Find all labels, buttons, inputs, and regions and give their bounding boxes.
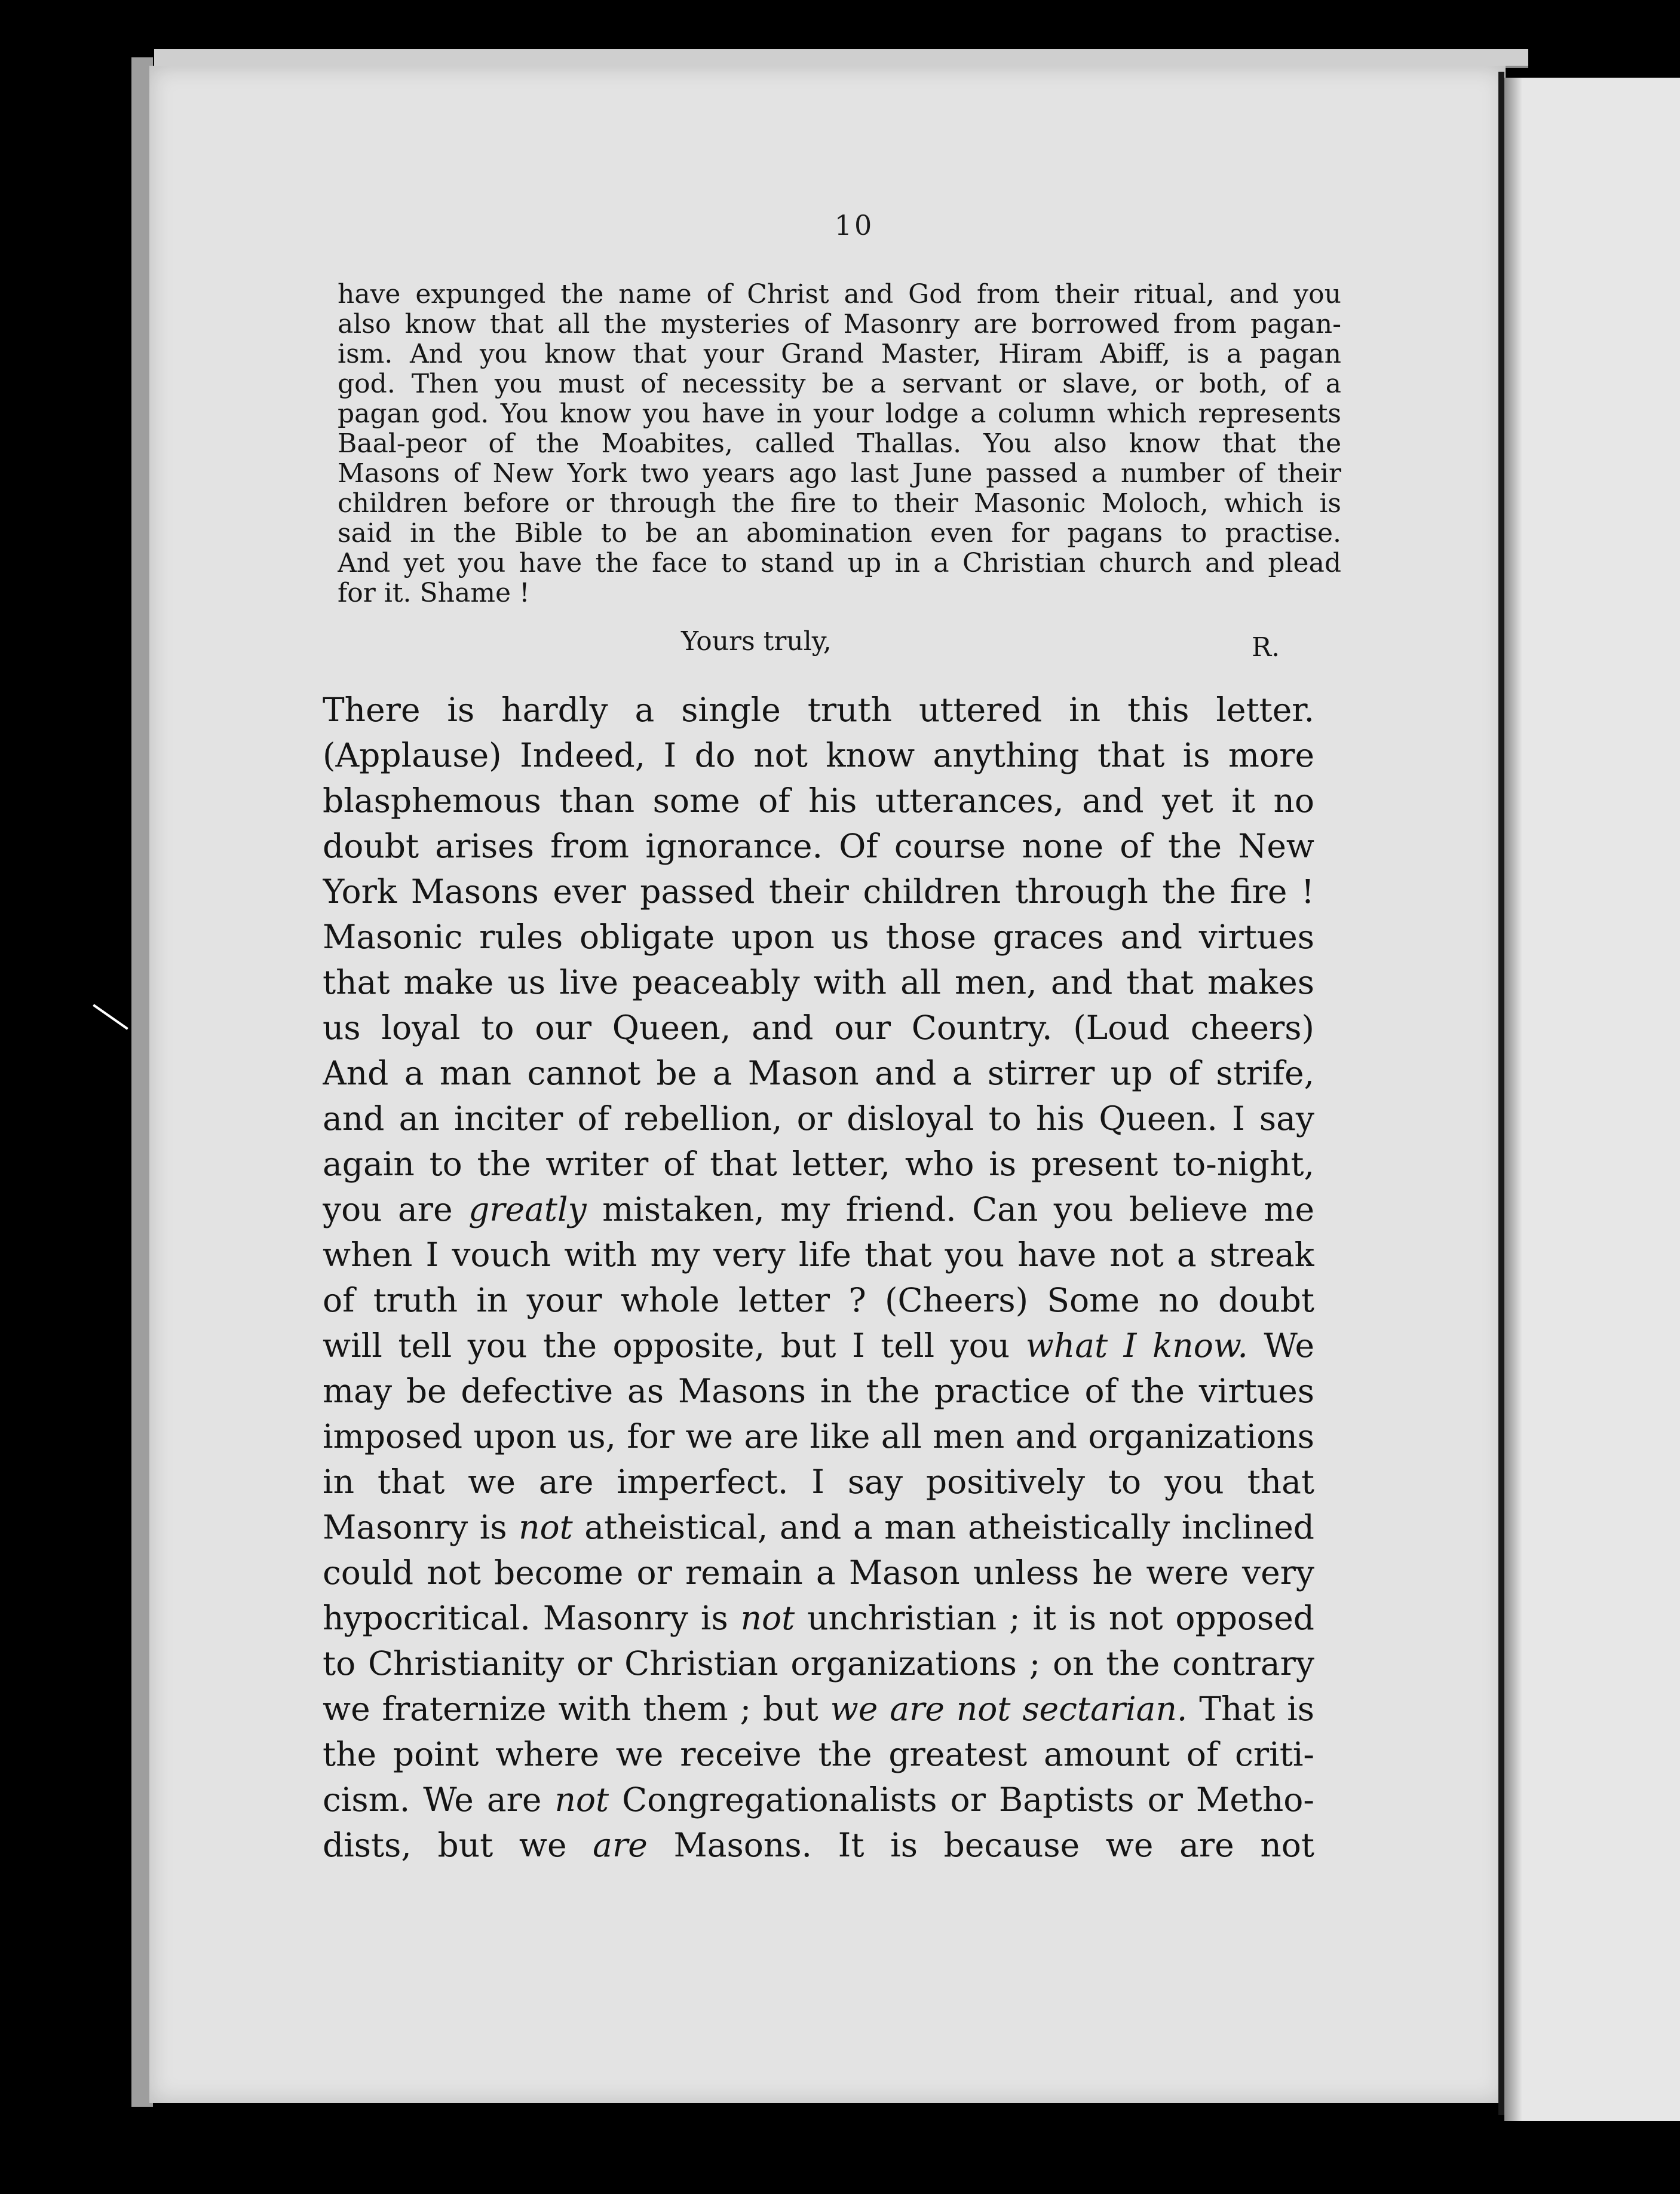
body-line-text: to Christianity or Christian organizations ; on the contrary (323, 1644, 1314, 1683)
letter-line: god. Then you must of necessity be a servant or slave, or both, of a (338, 369, 1341, 399)
book-spine (1498, 72, 1504, 2115)
body-line (323, 1277, 1314, 1323)
letter-signature: R. (1252, 632, 1280, 663)
body-line-text: cism. We are (323, 1781, 555, 1819)
letter-line: have expunged the name of Christ and God from their ritual, and you (338, 280, 1341, 310)
emphasized-text: not (554, 1781, 609, 1819)
body-line-text: And a man cannot be a Mason and a stirrer up of strife, (323, 1054, 1314, 1092)
body-line (323, 733, 1314, 778)
letter-line: children before or through the fire to their Masonic Moloch, which is (338, 489, 1341, 519)
body-line (323, 1414, 1314, 1459)
body-line-text: hypocritical. Masonry is (323, 1599, 741, 1637)
body-line (323, 1141, 1314, 1187)
letter-line: Masons of New York two years ago last June passed a number of their (338, 459, 1341, 489)
emphasized-text: greatly (468, 1190, 587, 1228)
body-line-text: unchristian ; it is not opposed (795, 1599, 1314, 1637)
body-line (323, 1323, 1314, 1368)
body-line-text: We (1247, 1326, 1314, 1365)
letter-line: also know that all the mysteries of Masonry are borrowed from pagan- (338, 310, 1341, 339)
letter-line: Baal-peor of the Moabites, called Thallas. You also know that the (338, 429, 1341, 459)
body-line (323, 1232, 1314, 1277)
body-line (323, 1550, 1314, 1595)
letter-line: And yet you have the face to stand up in a Christian church and plead (338, 548, 1341, 578)
body-line-text: could not become or remain a Mason unless he were very (323, 1553, 1314, 1592)
body-line-text: That is (1187, 1690, 1314, 1728)
body-line (323, 1777, 1314, 1822)
body-line-text: atheistical, and a man atheistically inclined (572, 1508, 1314, 1546)
letter-line: said in the Bible to be an abomination even for pagans to practise. (338, 519, 1341, 548)
body-line (323, 1459, 1314, 1504)
body-line-text: mistaken, my friend. Can you believe me (586, 1190, 1314, 1228)
body-line-text: dists, but we (323, 1826, 593, 1864)
margin-mark (93, 1004, 128, 1029)
body-line-text: the point where we receive the greatest amount of criti- (323, 1735, 1314, 1773)
body-line-text: Masonry is (323, 1508, 519, 1546)
body-line-text: us loyal to our Queen, and our Country. (Loud cheers) (323, 1009, 1314, 1047)
body-line-text: (Applause) Indeed, I do not know anything that is more (323, 736, 1314, 774)
body-line (323, 778, 1314, 823)
body-line (323, 1732, 1314, 1777)
body-line-text: again to the writer of that letter, who is present to-night, (323, 1145, 1314, 1183)
body-line-text: we fraternize with them ; but (323, 1690, 830, 1728)
gutter-shadow (1504, 78, 1522, 2121)
letter-line: for it. Shame ! (338, 578, 530, 608)
body-line (323, 687, 1314, 733)
body-line-text: you are (323, 1190, 469, 1228)
body-line-text: when I vouch with my very life that you have not a streak (323, 1236, 1314, 1274)
body-text (323, 687, 1314, 1868)
body-line (323, 1686, 1314, 1732)
body-line-text: of truth in your whole letter ? (Cheers) Some no doubt (323, 1281, 1314, 1319)
body-line (323, 1005, 1314, 1050)
body-line (323, 1050, 1314, 1096)
body-line-text: Masons. It is because we are not (647, 1826, 1314, 1864)
body-line (323, 1096, 1314, 1141)
body-line (323, 1368, 1314, 1414)
body-line (323, 869, 1314, 914)
body-line-text: There is hardly a single truth uttered in this letter. (323, 691, 1314, 729)
emphasized-text: not (519, 1508, 573, 1546)
emphasized-text: not (740, 1599, 795, 1637)
body-line-text: York Masons ever passed their children through the fire ! (323, 872, 1314, 911)
emphasized-text: are (593, 1826, 648, 1864)
letter-line: pagan god. You know you have in your lodge a column which represents (338, 399, 1341, 429)
body-line-text: doubt arises from ignorance. Of course none of the New (323, 827, 1314, 865)
body-line-text: and an inciter of rebellion, or disloyal to his Queen. I say (323, 1099, 1314, 1138)
facing-page (1510, 78, 1680, 2121)
letter-line: ism. And you know that your Grand Master, Hiram Abiff, is a pagan (338, 339, 1341, 369)
body-line-text: Congregationalists or Baptists or Metho- (609, 1781, 1314, 1819)
body-line-text: Masonic rules obligate upon us those graces and virtues (323, 918, 1314, 956)
body-line-text: imposed upon us, for we are like all men and organizations (323, 1417, 1314, 1455)
body-line-text: will tell you the opposite, but I tell you (323, 1326, 1026, 1365)
page-number: 10 (834, 209, 875, 241)
quoted-letter (338, 280, 1341, 608)
body-line-text: blasphemous than some of his utterances, and yet it no (323, 782, 1314, 820)
emphasized-text: what I know. (1025, 1326, 1248, 1365)
body-line (323, 1641, 1314, 1686)
body-line (323, 823, 1314, 869)
body-line (323, 1187, 1314, 1232)
body-line (323, 1595, 1314, 1641)
body-line (323, 960, 1314, 1005)
body-line-text: in that we are imperfect. I say positively to you that (323, 1463, 1314, 1501)
body-line (323, 914, 1314, 960)
body-line (323, 1822, 1314, 1868)
body-line-text: may be defective as Masons in the practice of the virtues (323, 1372, 1314, 1410)
body-line-text: that make us live peaceably with all men, and that makes (323, 963, 1314, 1001)
emphasized-text: we are not sectarian. (830, 1690, 1188, 1728)
letter-signoff: Yours truly, (681, 626, 832, 657)
body-line (323, 1504, 1314, 1550)
